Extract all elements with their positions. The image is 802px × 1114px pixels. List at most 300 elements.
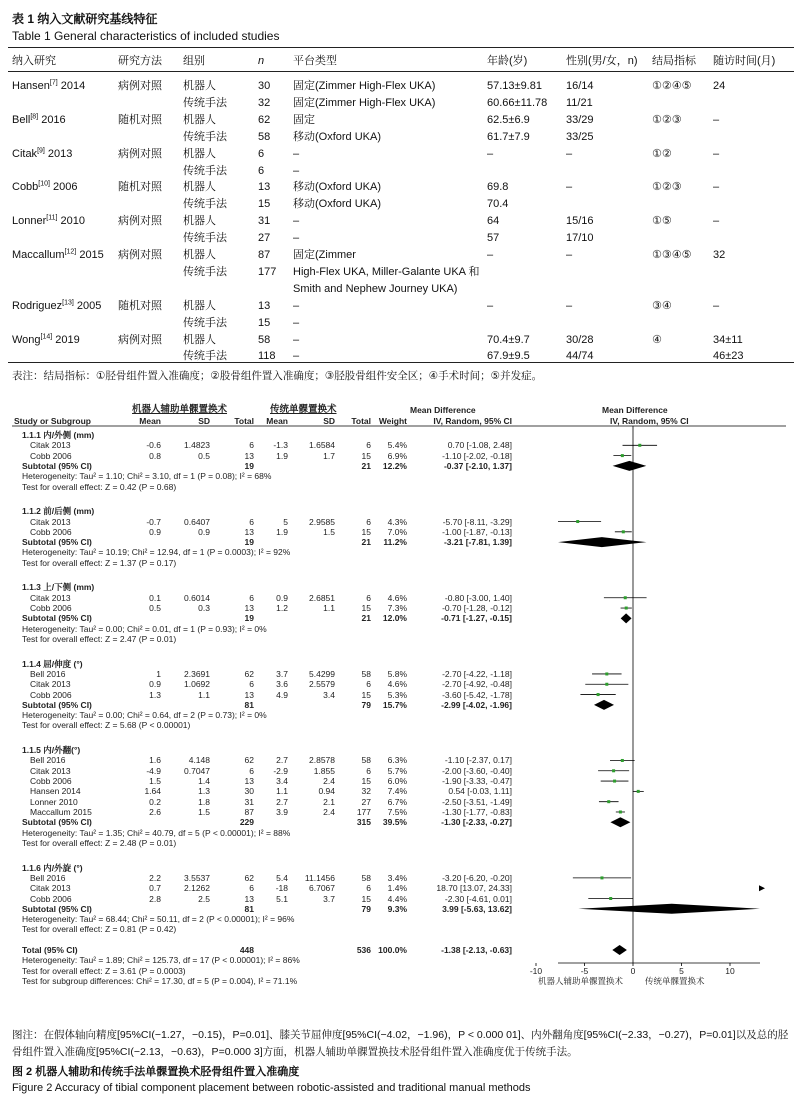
mean-exp: 2.8	[149, 893, 161, 904]
table-cell-group: 机器人	[183, 80, 216, 92]
table-cell-platform: –	[293, 215, 300, 228]
study-ref: [7]	[49, 79, 58, 87]
sd-ctl: 1.1	[323, 603, 335, 614]
table-cell-n: 27	[258, 232, 271, 245]
subtotal-diamond	[621, 613, 632, 623]
table-cell-sex: –	[566, 299, 573, 312]
subtotal-ci: -2.99 [-4.02, -1.96]	[441, 699, 512, 710]
md-ci: -2.30 [-4.61, 0.01]	[444, 893, 512, 904]
sd-exp: 0.7047	[184, 765, 210, 776]
subtotal-weight: 12.0%	[382, 613, 407, 624]
table-cell-group: 传统手法	[183, 164, 227, 177]
table-cell-method: 随机对照	[118, 181, 162, 194]
total-ctl: 27	[361, 796, 371, 807]
weight: 4.6%	[387, 679, 407, 690]
study-name: Citak 2013	[30, 592, 71, 603]
table-cell-study	[12, 248, 104, 262]
total-exp: 13	[244, 689, 254, 700]
mean-ctl: 5	[283, 516, 288, 527]
study-name: Lonner 2010	[30, 796, 78, 807]
table-cell-n: 32	[258, 96, 271, 109]
study-ref: [10]	[38, 180, 50, 188]
study-name: Lonner	[12, 215, 47, 228]
subtotal-label: Subtotal (95% CI)	[22, 903, 92, 914]
table-cell-method: 病例对照	[118, 147, 162, 160]
table-cell-outcome: ①②④⑤	[652, 80, 692, 92]
overall-effect: Test for overall effect: Z = 5.68 (P < 0.00001)	[22, 720, 191, 731]
overall-effect: Test for overall effect: Z = 2.48 (P = 0.01)	[22, 837, 177, 848]
col-md-label: Mean Difference	[410, 405, 476, 415]
weight: 6.9%	[387, 450, 407, 461]
mean-exp: 1	[156, 668, 161, 679]
sd-ctl: 3.4	[323, 689, 335, 700]
sd-exp: 2.1262	[184, 883, 210, 894]
sd-exp: 0.9	[198, 526, 210, 537]
table-header-cell: 组别	[183, 55, 205, 67]
table-cell-follow: –	[713, 181, 720, 194]
study-year: 2019	[52, 333, 80, 346]
total-exp: 13	[244, 603, 254, 614]
col-sd2: SD	[323, 416, 335, 426]
study-name: Bell 2016	[30, 755, 66, 766]
sd-exp: 1.1	[198, 689, 210, 700]
total-n-exp: 448	[239, 945, 254, 955]
mean-ctl: 1.2	[276, 603, 288, 614]
table-cell-follow: 24	[713, 80, 726, 92]
figure-title-en: Figure 2 Accuracy of tibial component placement between robotic-assisted and traditional manual methods	[12, 1082, 531, 1094]
table-cell-n: 6	[258, 147, 265, 160]
subtotal-ci: -1.30 [-2.33, -0.27]	[441, 817, 512, 828]
table-cell-n: 62	[258, 113, 271, 126]
table-cell-platform: –	[293, 316, 300, 329]
subtotal-n-ctl: 21	[361, 537, 371, 548]
table-cell-age: 60.66±11.78	[487, 96, 548, 109]
total-heterogeneity: Heterogeneity: Tau² = 1.89; Chi² = 125.73, df = 17 (P < 0.00001); I² = 86%	[22, 955, 300, 966]
study-ref: [14]	[40, 332, 53, 340]
study-ref: [13]	[62, 299, 74, 307]
total-n-ctl: 536	[356, 945, 371, 955]
effect-square	[624, 596, 627, 599]
figure-title-cn: 图 2 机器人辅助和传统手法单髁置换术胫骨组件置入准确度	[12, 1066, 300, 1078]
heterogeneity: Heterogeneity: Tau² = 68.44; Chi² = 50.11, df = 2 (P < 0.00001); I² = 96%	[22, 914, 295, 925]
total-ctl: 15	[361, 776, 371, 787]
table-cell-outcome: ①②③	[652, 181, 682, 194]
table-cell-age: 70.4±9.7	[487, 333, 530, 346]
table-cell-platform: –	[293, 164, 300, 177]
sd-exp: 1.0692	[184, 679, 210, 690]
study-ref: [11]	[46, 214, 58, 222]
md-ci: 18.70 [13.07, 24.33]	[436, 883, 512, 894]
weight: 7.3%	[387, 603, 407, 614]
table-cell-sex: –	[566, 249, 573, 261]
table-cell-study	[12, 299, 101, 313]
sd-ctl: 2.5579	[309, 679, 335, 690]
study-name: Cobb 2006	[30, 603, 72, 614]
md-ci: -5.70 [-8.11, -3.29]	[442, 516, 512, 527]
table-cell-platform: 移动(Oxford UKA)	[293, 198, 382, 211]
study-name: Citak 2013	[30, 516, 71, 527]
sd-ctl: 2.6851	[309, 592, 335, 603]
weight: 6.0%	[387, 776, 407, 787]
weight: 5.4%	[387, 440, 407, 451]
subtotal-weight: 12.2%	[382, 460, 407, 471]
table-cell-group: 传统手法	[183, 350, 227, 363]
table-cell-platform: 固定(Zimmer High-Flex UKA)	[293, 96, 436, 109]
table-cell-platform: 移动(Oxford UKA)	[293, 130, 382, 143]
table-cell-sex: 15/16	[566, 215, 594, 228]
md-ci: -1.90 [-3.33, -0.47]	[442, 776, 512, 787]
table-cell-n: 13	[258, 299, 271, 312]
study-name: Bell 2016	[30, 668, 66, 679]
subtotal-ci: -0.71 [-1.27, -0.15]	[441, 613, 512, 624]
sd-exp: 1.5	[198, 806, 210, 817]
table-cell-n: 6	[258, 164, 265, 177]
table-title-cn: 表 1 纳入文献研究基线特征	[12, 12, 158, 26]
study-name: Cobb	[12, 181, 39, 194]
heterogeneity: Heterogeneity: Tau² = 0.00; Chi² = 0.01, df = 1 (P = 0.93); I² = 0%	[22, 623, 267, 634]
study-name: Citak 2013	[30, 679, 71, 690]
table-cell-sex: 33/29	[566, 113, 594, 126]
sd-exp: 0.3	[198, 603, 210, 614]
weight: 3.4%	[387, 872, 407, 883]
subtotal-label: Subtotal (95% CI)	[22, 613, 92, 624]
total-ctl: 15	[361, 603, 371, 614]
subtotal-weight: 9.3%	[387, 903, 407, 914]
table-cell-sex: 30/28	[566, 333, 594, 346]
mean-exp: 1.64	[144, 786, 161, 797]
md-ci: -3.20 [-6.20, -0.20]	[442, 872, 512, 883]
subgroup-title: 1.1.2 前/后侧 (mm)	[22, 506, 95, 517]
effect-square	[613, 780, 616, 783]
study-ref: [12]	[64, 248, 77, 256]
table-cell-method: 随机对照	[118, 113, 162, 126]
table-cell-follow: 34±11	[713, 333, 743, 346]
table-cell-platform: 移动(Oxford UKA)	[293, 181, 382, 194]
subtotal-n-exp: 19	[244, 537, 254, 548]
total-exp: 13	[244, 776, 254, 787]
table-cell-group: 机器人	[183, 113, 216, 126]
study-name: Hansen	[12, 80, 50, 92]
total-ctl: 15	[361, 689, 371, 700]
total-exp: 30	[244, 786, 254, 797]
study-year: 2005	[73, 299, 102, 312]
table-cell-platform: –	[293, 350, 300, 363]
effect-square	[625, 607, 628, 610]
effect-square	[600, 876, 603, 879]
table-cell-platform: –	[293, 299, 300, 312]
effect-square	[612, 769, 615, 772]
weight: 6.7%	[387, 796, 407, 807]
table-cell-platform: –	[293, 232, 300, 245]
table-cell-method: 随机对照	[118, 299, 162, 312]
subtotal-n-exp: 229	[239, 817, 254, 828]
subtotal-n-ctl: 21	[361, 460, 371, 471]
table-cell-platform: High-Flex UKA, Miller-Galante UKA 和	[293, 265, 480, 278]
subtotal-n-ctl: 315	[356, 817, 371, 828]
subtotal-n-ctl: 21	[361, 613, 371, 624]
total-overall-effect: Test for overall effect: Z = 3.61 (P = 0.0003)	[22, 965, 186, 976]
study-name: Maccallum 2015	[30, 806, 92, 817]
total-ctl: 15	[361, 893, 371, 904]
sd-ctl: 1.7	[323, 450, 335, 461]
mean-exp: 2.6	[149, 806, 161, 817]
sd-exp: 0.6014	[184, 592, 210, 603]
mean-ctl: 1.1	[276, 786, 288, 797]
table-cell-platform: 固定(Zimmer	[293, 249, 356, 261]
table-cell-age: –	[487, 147, 494, 160]
weight: 4.4%	[387, 893, 407, 904]
subgroup-title: 1.1.1 内/外侧 (mm)	[22, 430, 95, 440]
table-header-cell: 结局指标	[652, 55, 696, 67]
table-cell-sex: 17/10	[566, 232, 594, 245]
subtotal-diamond	[594, 700, 614, 710]
effect-square	[576, 520, 579, 523]
md-ci: -1.10 [-2.02, -0.18]	[442, 450, 512, 461]
x-tick-label: 5	[679, 966, 684, 976]
mean-exp: 1.5	[149, 776, 161, 787]
sd-ctl: 1.6584	[309, 440, 335, 451]
subtotal-weight: 15.7%	[382, 699, 407, 710]
mean-exp: 2.2	[149, 872, 161, 883]
sd-ctl: 1.855	[313, 765, 335, 776]
mean-ctl: 3.6	[276, 679, 288, 690]
table-cell-group: 传统手法	[183, 316, 227, 329]
table-cell-n: 13	[258, 181, 271, 194]
study-year: 2010	[57, 215, 85, 228]
study-ref: [9]	[37, 146, 45, 154]
table-cell-n: 58	[258, 333, 271, 346]
sd-ctl: 1.5	[323, 526, 335, 537]
effect-square	[638, 444, 641, 447]
table-cell-group: 机器人	[183, 333, 216, 346]
table-cell-age: 62.5±6.9	[487, 113, 530, 126]
table-cell-sex: 33/25	[566, 130, 594, 143]
sd-ctl: 6.7067	[309, 883, 335, 894]
md-ci: -1.10 [-2.37, 0.17]	[444, 755, 512, 766]
table-cell-method: 病例对照	[118, 80, 162, 92]
heterogeneity: Heterogeneity: Tau² = 1.10; Chi² = 3.10, df = 1 (P = 0.08); I² = 68%	[22, 471, 272, 482]
study-name: Maccallum	[12, 249, 65, 261]
total-ctl: 15	[361, 526, 371, 537]
mean-ctl: 1.9	[276, 450, 288, 461]
weight: 5.7%	[387, 765, 407, 776]
overall-effect: Test for overall effect: Z = 2.47 (P = 0.01)	[22, 633, 177, 644]
mean-exp: 0.8	[149, 450, 161, 461]
subgroup-title: 1.1.6 内/外旋 (°)	[22, 862, 83, 873]
table-cell-sex: 16/14	[566, 80, 594, 92]
mean-ctl: 5.1	[276, 893, 288, 904]
total-ctl: 6	[366, 440, 371, 451]
effect-square	[605, 672, 608, 675]
total-ctl: 58	[361, 668, 371, 679]
study-name: Cobb 2006	[30, 776, 72, 787]
table-cell-group: 传统手法	[183, 130, 227, 143]
table-cell-age: –	[487, 299, 494, 312]
table-cell-n: 31	[258, 215, 271, 228]
study-name: Cobb 2006	[30, 450, 72, 461]
table-cell-platform: Smith and Nephew Journey UKA)	[293, 282, 458, 295]
x-tick-label: 0	[630, 966, 636, 976]
subtotal-weight: 39.5%	[382, 817, 407, 828]
sd-exp: 2.3691	[184, 668, 210, 679]
subtotal-n-exp: 81	[244, 699, 254, 710]
table-cell-outcome: ①⑤	[652, 215, 672, 228]
group-ctl-label: 传统单髁置换术	[270, 404, 337, 415]
table-cell-follow: 32	[713, 249, 726, 261]
table-cell-platform: 固定	[293, 113, 315, 126]
subtotal-label: Subtotal (95% CI)	[22, 537, 92, 548]
subtotal-diamond	[578, 904, 760, 914]
table-cell-n: 177	[258, 265, 277, 278]
table-cell-outcome: ③④	[652, 299, 672, 312]
mean-ctl: 1.9	[276, 526, 288, 537]
sd-exp: 1.8	[198, 796, 210, 807]
total-ctl: 177	[356, 806, 371, 817]
weight: 7.0%	[387, 526, 407, 537]
study-name: Wong	[12, 333, 41, 346]
mean-ctl: 2.7	[276, 755, 288, 766]
table-cell-follow: –	[713, 113, 720, 126]
mean-exp: -0.7	[146, 516, 161, 527]
table-cell-platform: –	[293, 147, 300, 160]
md-ci: -2.70 [-4.92, -0.48]	[442, 679, 512, 690]
mean-ctl: -1.3	[273, 440, 288, 451]
sd-ctl: 5.4299	[309, 668, 335, 679]
mean-ctl: 3.7	[276, 668, 288, 679]
table-title-en: Table 1 General characteristics of included studies	[12, 29, 280, 43]
total-ctl: 58	[361, 755, 371, 766]
study-year: 2013	[44, 147, 73, 160]
table-cell-n: 30	[258, 80, 271, 92]
mean-ctl: 5.4	[276, 872, 288, 883]
table-note: 表注：结局指标：①胫骨组件置入准确度；②股骨组件置入准确度；③胫股骨组件安全区；④手术时间；⑤并发症。	[12, 370, 543, 382]
col-sd1: SD	[198, 416, 210, 426]
table-cell-study	[12, 180, 78, 194]
study-year: 2006	[49, 181, 78, 194]
mean-exp: -0.6	[146, 440, 161, 451]
study-name: Bell 2016	[30, 872, 66, 883]
effect-square	[621, 759, 624, 762]
sd-ctl: 2.4	[323, 776, 335, 787]
total-exp: 13	[244, 893, 254, 904]
heterogeneity: Heterogeneity: Tau² = 10.19; Chi² = 12.94, df = 1 (P = 0.0003); I² = 92%	[22, 547, 291, 558]
study-name: Citak 2013	[30, 765, 71, 776]
mean-exp: 0.1	[149, 592, 161, 603]
table-header-cell: 纳入研究	[12, 55, 56, 67]
table-cell-group: 传统手法	[183, 265, 227, 278]
study-year: 2014	[57, 80, 86, 92]
effect-square	[622, 530, 625, 533]
table-cell-n: 15	[258, 316, 271, 329]
table-cell-follow: 46±23	[713, 350, 744, 363]
effect-square	[637, 790, 640, 793]
study-name: Rodriguez	[12, 299, 63, 312]
effect-square	[621, 454, 624, 457]
weight: 5.3%	[387, 689, 407, 700]
x-tick-label: 10	[725, 966, 735, 976]
table-cell-group: 机器人	[183, 215, 216, 228]
table-cell-follow: –	[713, 215, 720, 228]
overall-effect: Test for overall effect: Z = 0.81 (P = 0.42)	[22, 924, 177, 935]
table-cell-n: 118	[258, 350, 276, 363]
md-ci: 0.70 [-1.08, 2.48]	[447, 440, 512, 451]
subtotal-label: Subtotal (95% CI)	[22, 699, 92, 710]
sd-exp: 4.148	[188, 755, 210, 766]
weight: 5.8%	[387, 668, 407, 679]
study-name: Cobb 2006	[30, 893, 72, 904]
table-cell-study	[12, 79, 85, 93]
md-ci: -0.70 [-1.28, -0.12]	[442, 603, 512, 614]
total-label: Total (95% CI)	[22, 945, 78, 955]
mean-exp: 0.9	[149, 526, 161, 537]
sd-exp: 0.5	[198, 450, 210, 461]
heterogeneity: Heterogeneity: Tau² = 0.00; Chi² = 0.64, df = 2 (P = 0.73); I² = 0%	[22, 710, 267, 721]
col-mean1: Mean	[139, 416, 161, 426]
subtotal-label: Subtotal (95% CI)	[22, 817, 92, 828]
x-tick-label: -10	[529, 966, 543, 976]
study-name: Citak 2013	[30, 883, 71, 894]
total-exp: 62	[244, 872, 254, 883]
col-md-label-right: Mean Difference	[602, 405, 668, 415]
table-cell-outcome: ①②③	[652, 113, 682, 126]
col-weight: Weight	[378, 416, 407, 426]
weight: 4.3%	[387, 516, 407, 527]
table-cell-outcome: ①②	[652, 147, 672, 160]
mean-exp: 1.6	[149, 755, 161, 766]
axis-left-label: 机器人辅助单髁置换术	[538, 976, 624, 986]
total-ctl: 6	[366, 592, 371, 603]
overall-effect: Test for overall effect: Z = 1.37 (P = 0.17)	[22, 557, 177, 568]
md-ci: -2.50 [-3.51, -1.49]	[442, 796, 512, 807]
study-name: Citak 2013	[30, 440, 71, 451]
table-cell-follow: –	[713, 299, 720, 312]
table-header-cell: 性别(男/女，n)	[566, 55, 638, 67]
table-cell-age: 69.8	[487, 181, 509, 194]
table-cell-platform: –	[293, 333, 300, 346]
total-ci: -1.38 [-2.13, -0.63]	[441, 945, 512, 955]
mean-ctl: 2.7	[276, 796, 288, 807]
table-cell-outcome: ④	[652, 333, 662, 346]
table-header-cell: n	[258, 55, 265, 67]
md-ci: -1.00 [-1.87, -0.13]	[442, 526, 512, 537]
table-header-cell: 随访时间(月)	[713, 55, 776, 67]
table-cell-n: 15	[258, 198, 271, 211]
subtotal-n-ctl: 79	[361, 903, 371, 914]
weight: 7.5%	[387, 806, 407, 817]
table-cell-age: 70.4	[487, 198, 509, 211]
total-exp: 87	[244, 806, 254, 817]
subtotal-n-exp: 19	[244, 613, 254, 624]
md-ci: -2.00 [-3.60, -0.40]	[442, 765, 512, 776]
subtotal-ci: -0.37 [-2.10, 1.37]	[443, 460, 512, 471]
subtotal-diamond	[613, 461, 647, 471]
mean-exp: 0.9	[149, 679, 161, 690]
effect-square	[605, 683, 608, 686]
total-ctl: 6	[366, 765, 371, 776]
table-cell-group: 机器人	[183, 181, 216, 194]
md-ci: -1.30 [-1.77, -0.83]	[442, 806, 512, 817]
effect-square	[619, 810, 622, 813]
study-ref: [8]	[30, 113, 39, 121]
col-method: IV, Random, 95% CI	[433, 416, 512, 426]
table-cell-platform: 固定(Zimmer High-Flex UKA)	[293, 80, 436, 92]
subgroup-title: 1.1.4 屈/伸度 (°)	[22, 658, 83, 669]
mean-exp: -4.9	[146, 765, 161, 776]
total-ctl: 15	[361, 450, 371, 461]
table-cell-age: –	[487, 249, 494, 261]
table-top-rule	[8, 47, 794, 48]
study-year: 2016	[38, 113, 66, 126]
